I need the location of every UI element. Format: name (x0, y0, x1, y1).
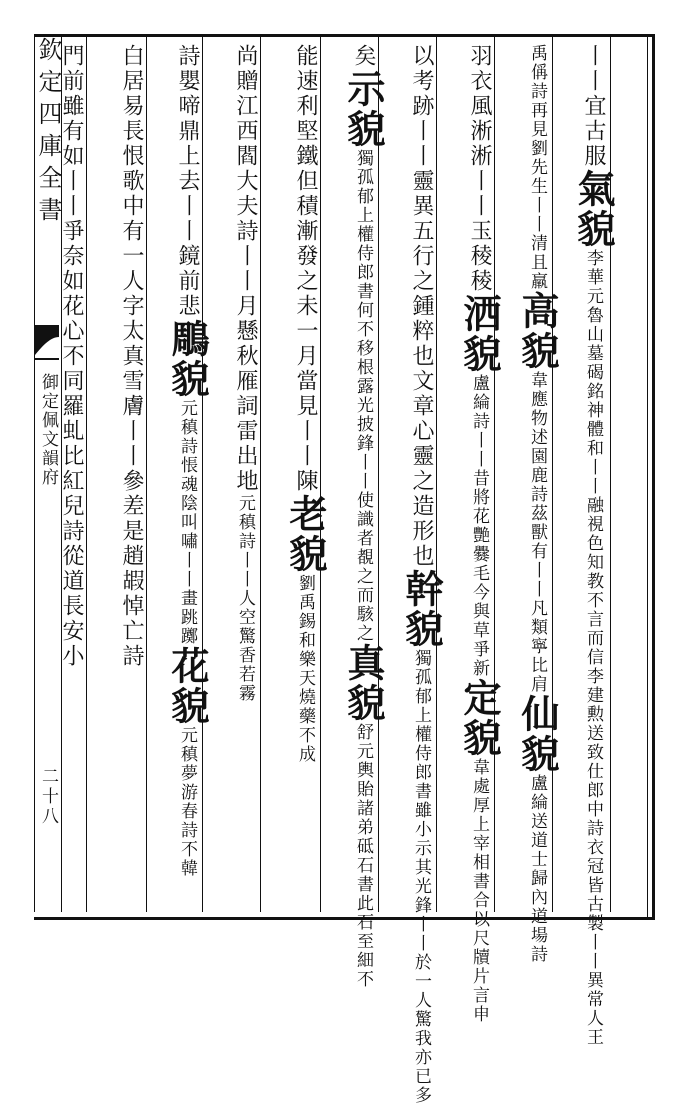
headword: 幹貌 (399, 569, 444, 649)
main-text: 羽衣風淅淅丨丨玉稜稜 (467, 44, 492, 294)
text-column (340, 44, 386, 989)
column-rule (260, 37, 261, 912)
citation-text: 韋應物述園鹿詩茲獸有丨丨凡類寧比肩 (527, 371, 547, 694)
main-text: 丨丨宜古服 (581, 44, 606, 169)
citation-text: 劉禹錫和樂天燒藥不成 (295, 574, 315, 764)
text-column (104, 44, 146, 910)
text-column (59, 44, 86, 910)
citation-text: 舒元輿貽諸弟砥石書此石至細不 (353, 723, 373, 989)
text-column (280, 44, 328, 910)
text-column (162, 44, 210, 910)
column-rule (86, 37, 87, 912)
text-column (398, 44, 444, 1105)
headword: 鵰貌 (165, 319, 210, 399)
headword: 示貌 (341, 69, 386, 149)
citation-text: 元稹詩丨丨人空驚香若霧 (235, 494, 255, 703)
margin-folio-number: 二十八 (38, 767, 58, 827)
column-rule (552, 37, 553, 912)
citation-text: 獨孤郁上權侍郎書何不移根露光披鋒丨丨使識者覩之而駭之 (353, 149, 373, 643)
column-rule (202, 37, 203, 912)
text-column (571, 44, 616, 1047)
text-column (222, 44, 260, 910)
main-text: 白居易長恨歌中有一人字太真雪膚丨丨參差是趙嘏悼亡詩 (119, 44, 144, 669)
main-text: 以考跡丨丨靈異五行之鍾粹也文章心靈之造形也 (409, 44, 434, 569)
headword: 氣貌 (571, 169, 616, 249)
main-text: 能速利堅鐵但積漸發之未一月當見丨丨陳 (293, 44, 318, 494)
column-rule (436, 37, 437, 912)
margin-title: 欽定四庫全書 (34, 37, 62, 229)
headword: 高貌 (515, 291, 560, 371)
citation-text: 韋處厚上宰相書合以尺牘片言申 (469, 758, 489, 1024)
main-text: 矣 (351, 44, 376, 69)
headword: 洒貌 (457, 294, 502, 374)
column-rule (494, 37, 495, 912)
text-column (456, 44, 502, 1024)
column-rule (378, 37, 379, 912)
headword: 仙貌 (515, 694, 560, 774)
headword: 花貌 (165, 646, 210, 726)
citation-text: 元稹夢游春詩不韓 (177, 726, 197, 878)
text-column (514, 44, 560, 964)
citation-text: 李建勲送致仕郎中詩衣冠皆古製丨丨異常人王 (583, 667, 603, 1047)
citation-text: 盧綸詩丨丨昔將花艷爨毛今與草爭新 (469, 374, 489, 678)
main-text: 尚贈江西閻大夫詩丨丨月懸秋雁詞雷出地 (233, 44, 258, 494)
headword: 老貌 (283, 494, 328, 574)
headword: 定貌 (457, 678, 502, 758)
column-rule (146, 37, 147, 912)
main-text: 門前雖有如丨丨爭奈如花心不同羅虬比紅兒詩從道長安小 (59, 44, 84, 669)
main-text: 詩嬰啼鼎上去丨丨鏡前悲 (175, 44, 200, 319)
margin-book-title: 御定佩文韻府 (38, 373, 58, 487)
citation-text: 禹偁詩再見劉先生丨丨清且羸 (527, 44, 547, 291)
citation-text: 李華元魯山墓碣銘神體和丨丨融視色知教不言而信 (583, 249, 603, 667)
citation-text: 盧綸送道士歸內道場詩 (527, 774, 547, 964)
citation-text: 獨孤郁上權侍郎書雖小示其光鋒丨丨於一人驚我亦已多 (411, 649, 431, 1105)
headword: 真貌 (341, 643, 386, 723)
column-rule (320, 37, 321, 912)
citation-text: 元稹詩悵魂陰叫嘯丨丨畫跳躑 (177, 399, 197, 646)
